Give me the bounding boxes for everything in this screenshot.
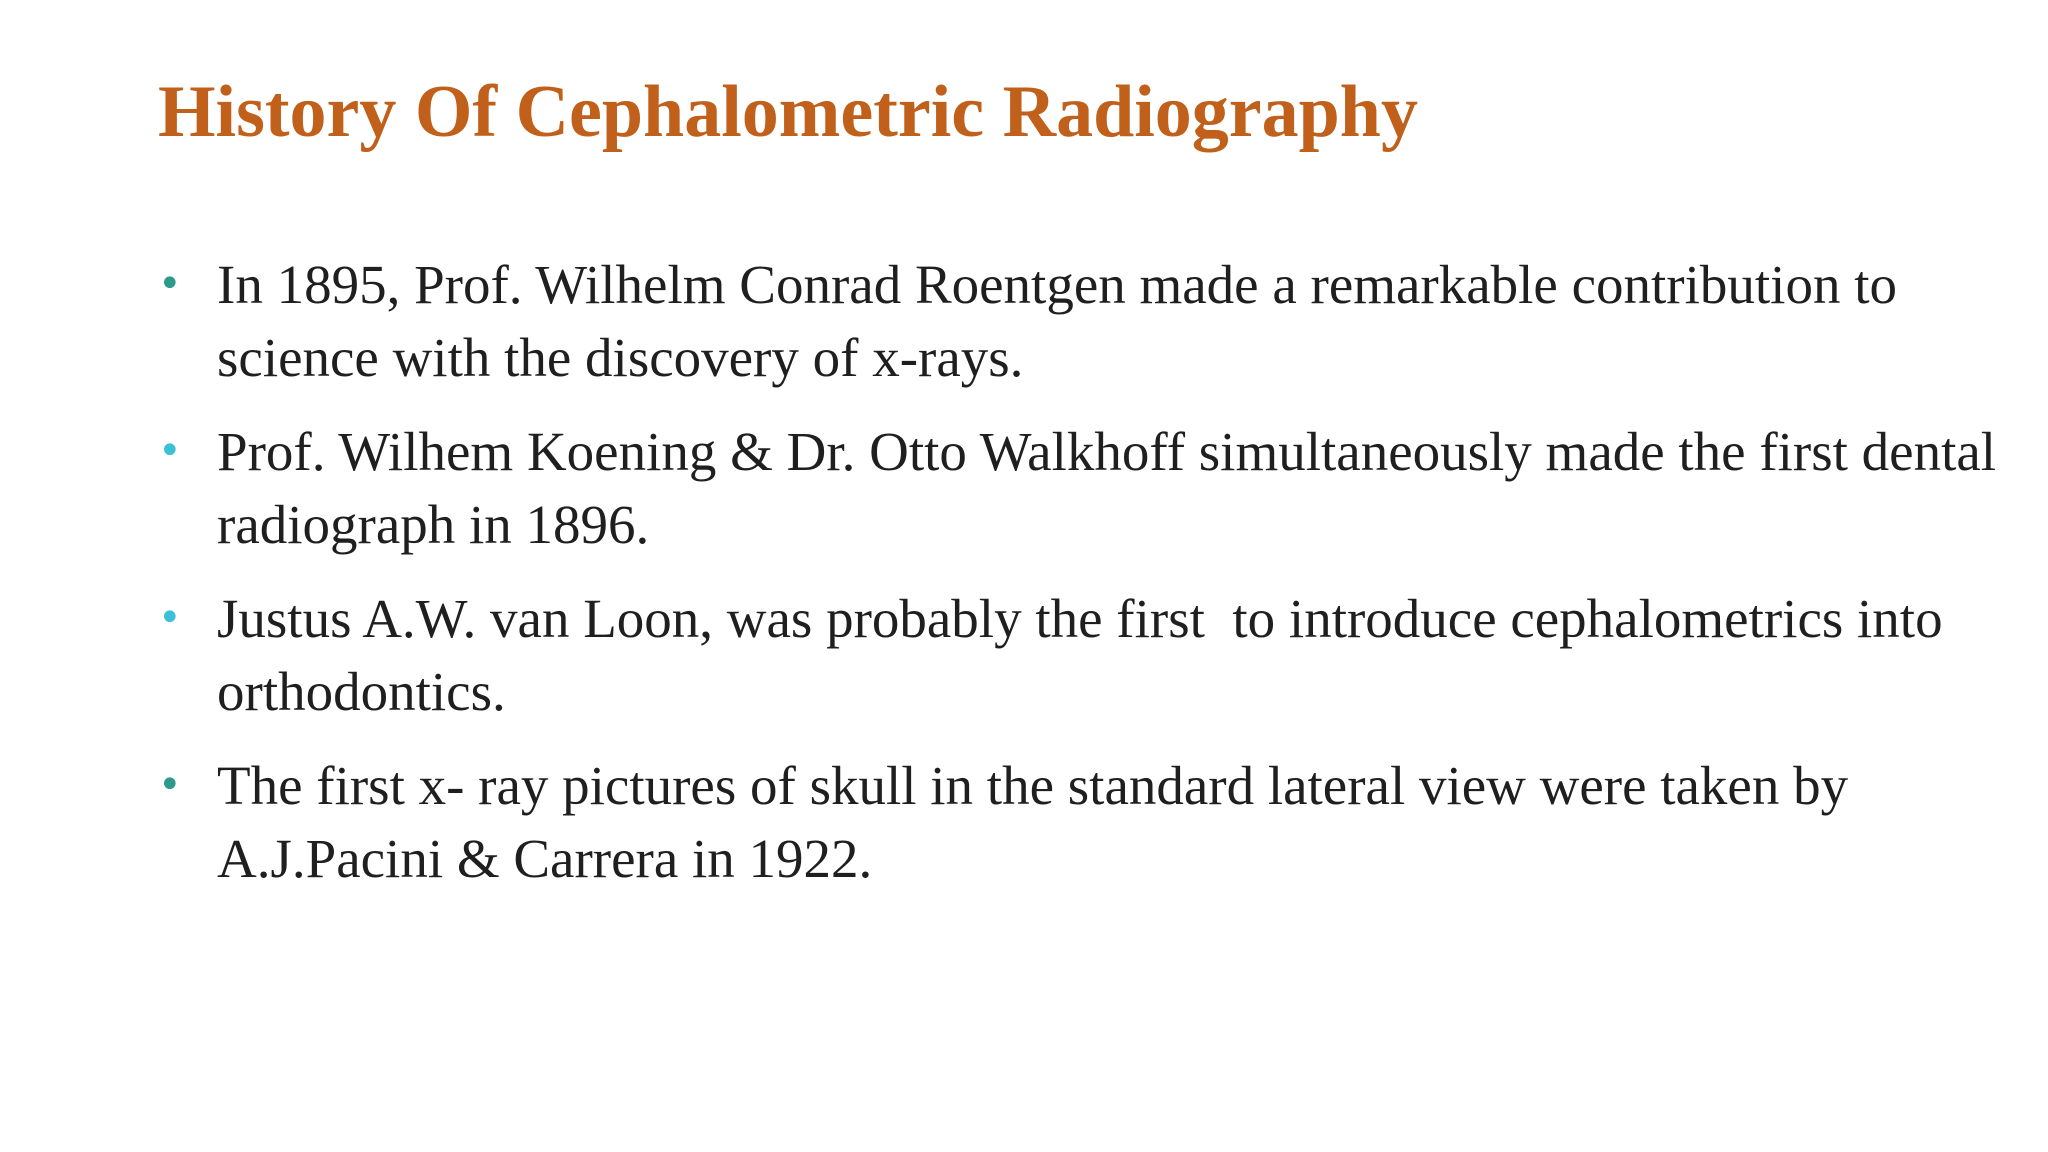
bullet-item-4 bbox=[158, 749, 1998, 895]
bullet-point-icon: • bbox=[158, 762, 182, 808]
bullet-text: Justus A.W. van Loon, was probably the first to introduce cephalometrics into orthodontics. bbox=[217, 588, 1957, 722]
slide-title: History Of Cephalometric Radiography bbox=[158, 71, 1418, 153]
bullet-item-3 bbox=[158, 582, 1998, 728]
bullet-point-icon: • bbox=[158, 595, 182, 641]
bullet-list bbox=[158, 248, 2010, 916]
bullet-item-2 bbox=[158, 415, 2010, 561]
bullet-point-icon: • bbox=[158, 428, 182, 474]
bullet-text: In 1895, Prof. Wilhelm Conrad Roentgen made a remarkable contribution to science with the discovery of x-rays. bbox=[217, 254, 1911, 388]
bullet-text: The first x- ray pictures of skull in the standard lateral view were taken by A.J.Pacini & Carrera in 1922. bbox=[217, 755, 1859, 889]
bullet-text: Prof. Wilhem Koening & Dr. Otto Walkhoff simultaneously made the first dental radiograph in 1896. bbox=[217, 421, 2010, 555]
bullet-item-1 bbox=[158, 248, 1998, 394]
bullet-point-icon: • bbox=[158, 261, 182, 307]
